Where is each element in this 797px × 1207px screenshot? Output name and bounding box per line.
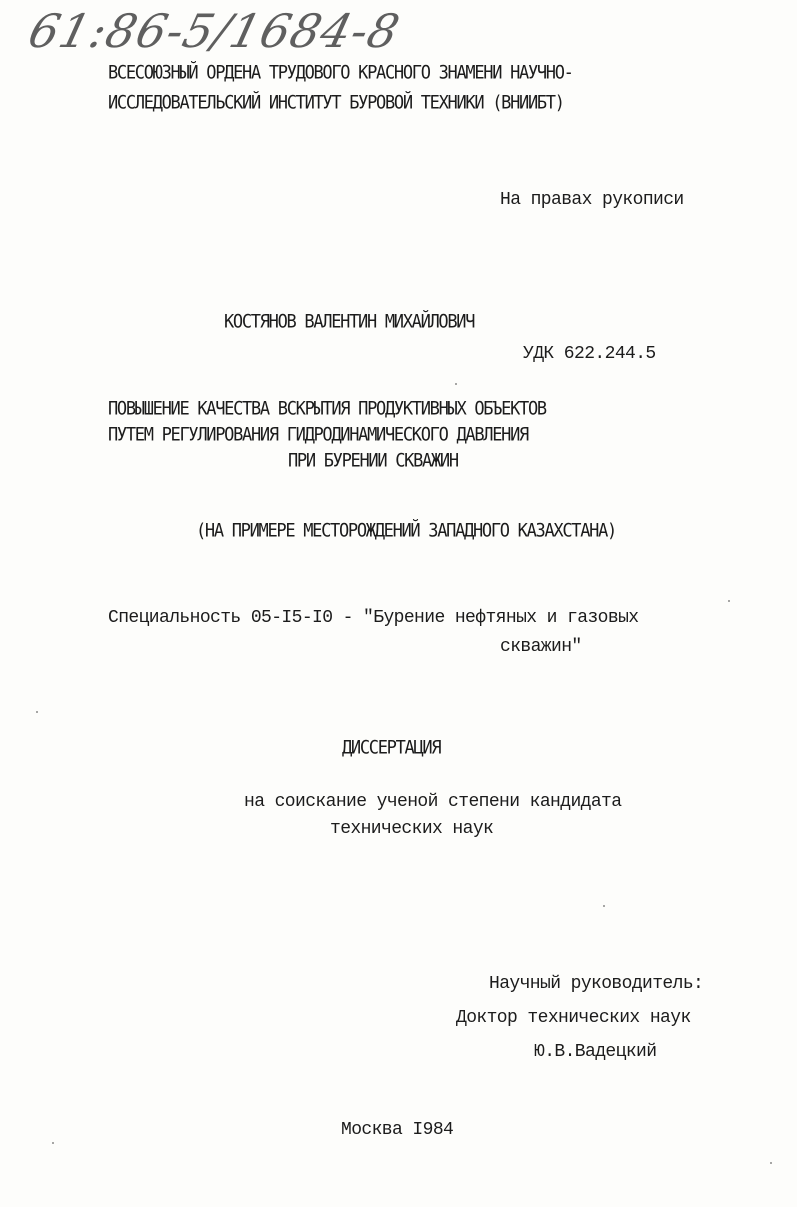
supervisor-degree: Доктор технических наук <box>456 1008 691 1028</box>
scan-speck <box>728 600 730 602</box>
title-line-2: ПУТЕМ РЕГУЛИРОВАНИЯ ГИДРОДИНАМИЧЕСКОГО ДАВЛЕНИЯ <box>108 423 528 447</box>
scan-speck <box>36 711 38 713</box>
specialty-line-2: скважин" <box>500 637 582 657</box>
institute-line-1: ВСЕСОЮЗНЫЙ ОРДЕНА ТРУДОВОГО КРАСНОГО ЗНАМЕНИ НАУЧНО- <box>108 61 573 85</box>
author-name: КОСТЯНОВ ВАЛЕНТИН МИХАЙЛОВИЧ <box>224 310 475 334</box>
manuscript-rights-note: На правах рукописи <box>500 190 684 210</box>
handwritten-archive-code: 61:86-5/1684-8 <box>23 4 406 58</box>
degree-line-1: на соискание ученой степени кандидата <box>244 792 622 812</box>
scan-speck <box>770 1162 772 1164</box>
place-and-year: Москва I984 <box>341 1120 454 1140</box>
scan-speck <box>603 905 605 907</box>
title-line-1: ПОВЫШЕНИЕ КАЧЕСТВА ВСКРЫТИЯ ПРОДУКТИВНЫХ ОБЪЕКТОВ <box>108 397 546 421</box>
title-subtitle: (НА ПРИМЕРЕ МЕСТОРОЖДЕНИЙ ЗАПАДНОГО КАЗАХСТАНА) <box>196 519 616 543</box>
supervisor-label: Научный руководитель: <box>489 974 704 994</box>
degree-line-2: технических наук <box>330 819 494 839</box>
scan-speck <box>455 383 457 385</box>
document-type: ДИССЕРТАЦИЯ <box>342 736 441 760</box>
scan-speck <box>52 1142 54 1144</box>
udk-code: УДК 622.244.5 <box>523 344 656 364</box>
title-line-3: ПРИ БУРЕНИИ СКВАЖИН <box>288 449 458 473</box>
institute-line-2: ИССЛЕДОВАТЕЛЬСКИЙ ИНСТИТУТ БУРОВОЙ ТЕХНИКИ (ВНИИБТ) <box>108 91 564 115</box>
supervisor-name: Ю.В.Вадецкий <box>534 1042 657 1062</box>
specialty-line-1: Специальность 05-I5-I0 - "Бурение нефтяных и газовых <box>108 608 639 628</box>
